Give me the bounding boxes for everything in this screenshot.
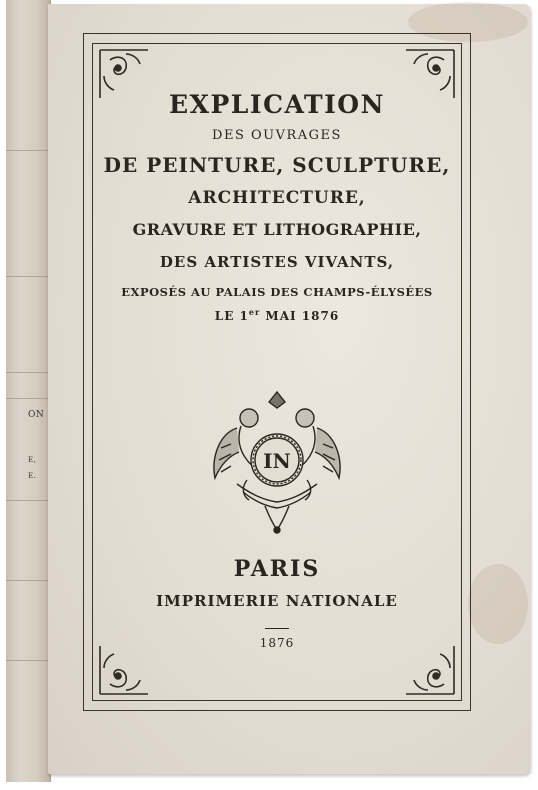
imprint-printer: IMPRIMERIE NATIONALE bbox=[156, 592, 398, 610]
title-block bbox=[92, 88, 462, 326]
paper-stain bbox=[468, 564, 528, 644]
spine-sublabel: E. bbox=[28, 472, 37, 480]
spine-rule bbox=[6, 276, 50, 277]
title-architecture: ARCHITECTURE, bbox=[188, 188, 366, 208]
title-date: LE 1er MAI 1876 bbox=[214, 307, 340, 323]
imprint-block bbox=[92, 554, 462, 653]
title-gravure-lithographie: GRAVURE ET LITHOGRAPHIE, bbox=[132, 220, 422, 239]
title-explication: EXPLICATION bbox=[169, 90, 385, 119]
spine-sublabel: E, bbox=[28, 456, 37, 464]
imprint-year: 1876 bbox=[259, 636, 295, 650]
title-des-ouvrages: DES OUVRAGES bbox=[212, 128, 342, 143]
imprint-city: PARIS bbox=[233, 556, 321, 582]
spine-rule bbox=[6, 660, 50, 661]
title-peinture-sculpture: DE PEINTURE, SCULPTURE, bbox=[103, 153, 451, 177]
imprint-rule bbox=[265, 628, 289, 629]
spine-rule bbox=[6, 372, 50, 373]
spine-rule bbox=[6, 500, 50, 501]
book-spine bbox=[6, 0, 51, 782]
emblem-monogram: IN bbox=[263, 449, 291, 473]
spine-rule bbox=[6, 398, 50, 399]
title-exposes: EXPOSÉS AU PALAIS DES CHAMPS-ÉLYSÉES bbox=[121, 285, 433, 299]
spine-label: ON bbox=[28, 410, 45, 420]
national-emblem-icon bbox=[207, 388, 347, 538]
title-artistes-vivants: DES ARTISTES VIVANTS, bbox=[159, 253, 395, 271]
spine-rule bbox=[6, 580, 50, 581]
spine-rule bbox=[6, 150, 50, 151]
